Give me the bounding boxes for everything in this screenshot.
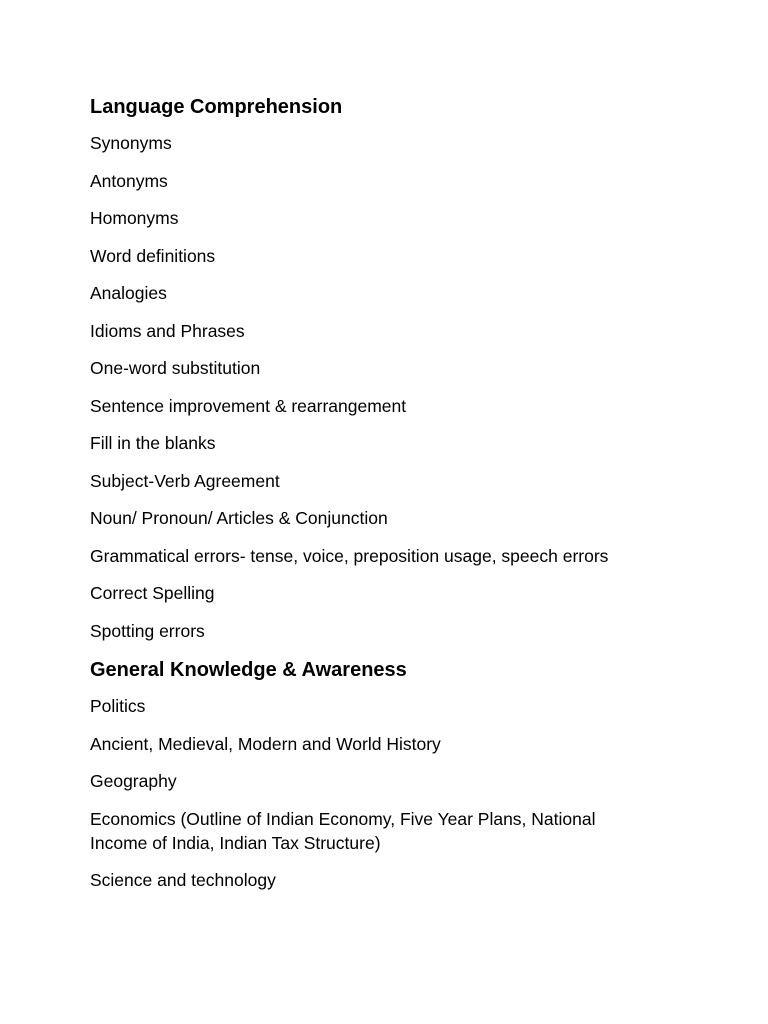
topic-item: Correct Spelling <box>90 583 215 603</box>
topic-item: Subject-Verb Agreement <box>90 470 280 491</box>
topic-item: Economics (Outline of Indian Economy, Five Year Plans, National Income of India, Indian Tax Structure) <box>90 808 596 853</box>
topic-item: Grammatical errors- tense, voice, preposition usage, speech errors <box>90 545 609 566</box>
topic-item: Antonyms <box>90 170 168 191</box>
section-heading-general-knowledge: General Knowledge & Awareness <box>90 659 407 681</box>
topic-item: Analogies <box>90 283 167 303</box>
topic-item: Science and technology <box>90 870 276 890</box>
topic-item: Fill in the blanks <box>90 433 216 453</box>
topic-item: Idioms and Phrases <box>90 320 245 341</box>
topic-item: Ancient, Medieval, Modern and World History <box>90 733 441 754</box>
topic-item: Sentence improvement & rearrangement <box>90 395 407 416</box>
section-heading-language-comprehension: Language Comprehension <box>90 96 343 118</box>
topic-item: Homonyms <box>90 208 179 228</box>
topic-item: Spotting errors <box>90 620 205 641</box>
topic-item: Politics <box>90 696 146 716</box>
topic-item: Word definitions <box>90 245 216 266</box>
topic-item: Noun/ Pronoun/ Articles & Conjunction <box>90 508 388 528</box>
topic-item: One-word substitution <box>90 358 261 378</box>
topic-item: Synonyms <box>90 133 172 153</box>
document-page <box>90 93 730 906</box>
topic-item: Geography <box>90 771 177 791</box>
